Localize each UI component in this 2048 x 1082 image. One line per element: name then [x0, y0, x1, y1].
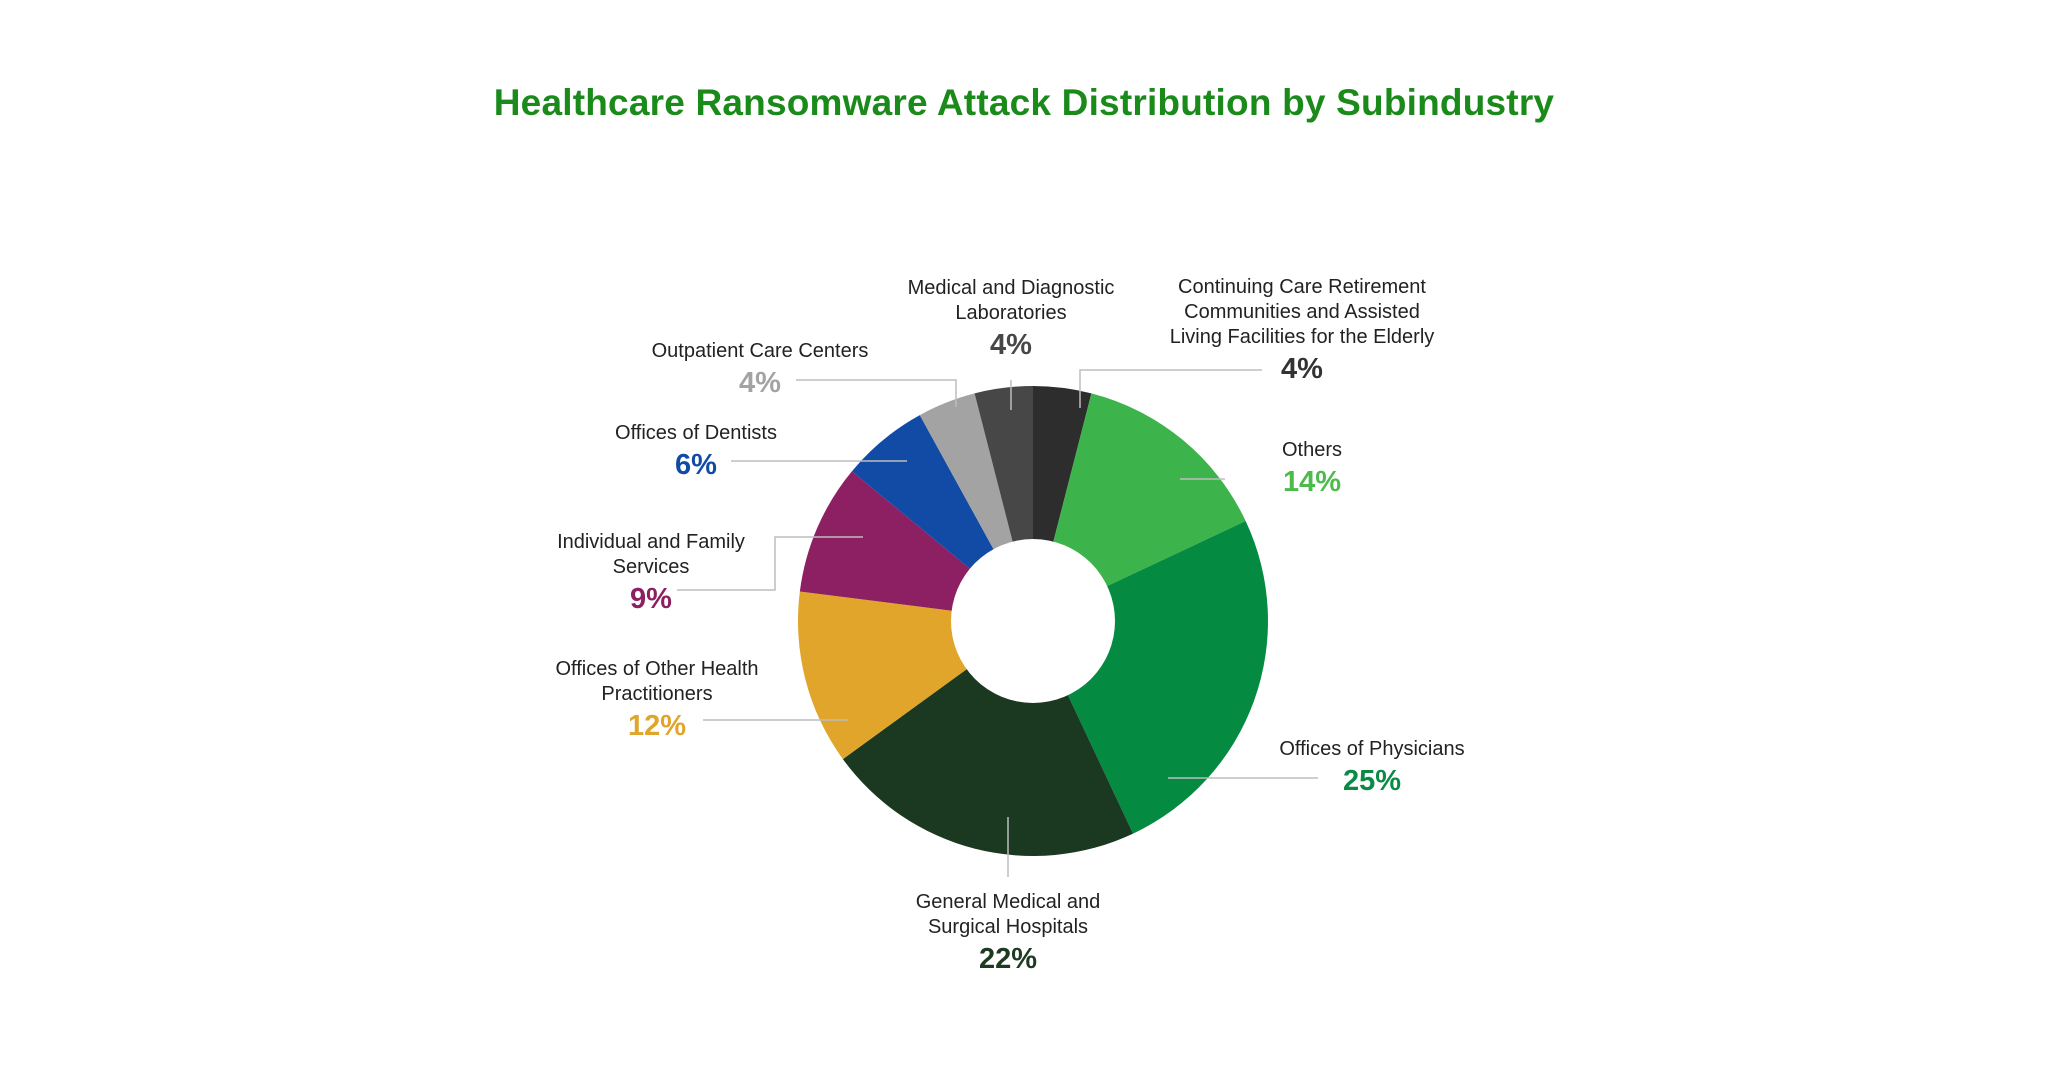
slice-label	[446, 421, 946, 482]
slice-name: Offices of Dentists	[615, 422, 777, 444]
slice-name: Individual and Family	[557, 531, 745, 553]
slice-label	[1062, 438, 1562, 499]
slice-name: Offices of Physicians	[1279, 738, 1465, 760]
slice-name: Communities and Assisted	[1184, 301, 1420, 323]
slice-name: General Medical and	[915, 891, 1101, 913]
slice-value: 14%	[1282, 466, 1342, 498]
slice-label	[1122, 737, 1622, 798]
slice-name: Laboratories	[955, 302, 1067, 324]
slice-name: Services	[612, 556, 690, 578]
slice-value: 6%	[675, 449, 717, 481]
slice-name: Others	[1281, 439, 1343, 461]
slice-name: Surgical Hospitals	[927, 916, 1089, 938]
slice-name: Continuing Care Retirement	[1178, 276, 1426, 298]
slice-value: 4%	[1281, 353, 1323, 385]
chart-title: Healthcare Ransomware Attack Distribution by Subindustry	[493, 82, 1555, 123]
slice-name: Offices of Other Health	[555, 658, 759, 680]
slice-label	[761, 276, 1261, 362]
donut-hole	[951, 539, 1115, 703]
slice-value: 22%	[978, 943, 1038, 975]
slice-name: Living Facilities for the Elderly	[1169, 326, 1435, 348]
slice-name: Practitioners	[601, 683, 713, 705]
slice-label	[407, 657, 907, 743]
slice-label	[401, 530, 901, 616]
slice-value: 4%	[739, 367, 781, 399]
slice-value: 25%	[1342, 765, 1402, 797]
slice-value: 9%	[630, 583, 672, 615]
slice-value: 12%	[627, 710, 687, 742]
slice-value: 4%	[990, 329, 1032, 361]
slice-name: Medical and Diagnostic	[907, 277, 1115, 299]
slice-label	[758, 890, 1258, 976]
slice-name: Outpatient Care Centers	[651, 340, 869, 362]
